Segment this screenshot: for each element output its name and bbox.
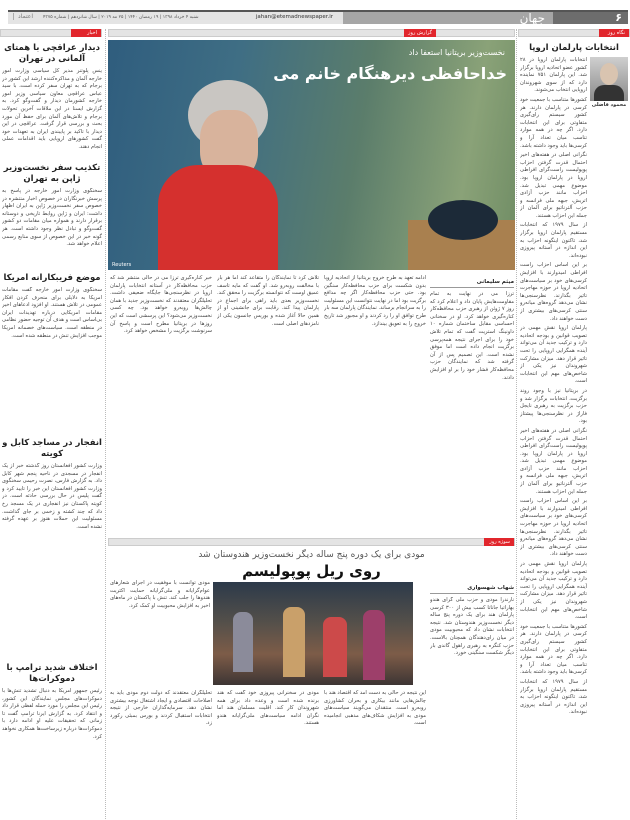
news-body: ینس پلوتنر مدیر کل سیاسی وزارت امور خارجه آلمان و مذاکره‌کننده ارشد این کشور در برجام که به تهران سفر کرده است، با سید عباس عراقچی معاون سیاسی وزیر امور خارجه کشورمان دیدار و گفت‌وگو کرد. به گزارش ایسنا در این ملاقات آخرین تحولات برجام و تلاش‌های آلمان برای حفظ آن مورد بحث و بررسی قرار گرفت. عراقچی در این دیدار با تاکید بر پایبندی ایران به تعهدات خود گفت کشورهای اروپایی باید اقدامات عملی انجام دهند.: [2, 68, 102, 150]
author-name: محمود فاضلی: [591, 102, 627, 108]
author-column: [430, 273, 514, 528]
newspaper-logo: اعتماد: [13, 13, 33, 20]
news-title[interactable]: اختلاف شدید ترامپ با دموکرات‌ها: [6, 663, 98, 684]
article-column: خبر کناره‌گیری ترزا می در حالی منتشر شد که حزب محافظه‌کار در آستانه انتخابات پارلمان اروپا در نظرسنجی‌ها جایگاه ضعیفی داشت. تحلیلگران معتقدند که نخست‌وزیر جدید با همان چالش‌ها روبه‌رو خواهد بود. چه کسی نخست‌وزیر می‌شود؟ این پرسشی است که این روزها در بریتانیا مطرح است و پاسخ آن سرنوشت برگزیت را مشخص خواهد کرد.: [110, 275, 212, 335]
paragraph: کشورها متناسب با جمعیت خود کرسی در پارلمان دارند. هر کشور سیستم رای‌گیری متفاوتی برای این انتخابات دارد. اگر چه در همه موارد تناسب میان تعداد آرا و کرسی‌ها باید وجود داشته باشد.: [520, 96, 587, 149]
author-name: میثم سلیمانی: [430, 279, 514, 288]
paragraph: کشورها متناسب با جمعیت خود کرسی در پارلمان دارند. هر کشور سیستم رای‌گیری متفاوتی برای این انتخابات دارد. اگر چه در همه موارد تناسب میان تعداد آرا و کرسی‌ها باید وجود داشته باشد.: [520, 623, 587, 676]
right-column-article: [520, 40, 628, 818]
photo-emblem: [428, 200, 498, 240]
article-column: ادامه تعهد به طرح خروج بریتانیا از اتحادیه اروپا بدون شکست برای حزب محافظه‌کار سنگین بود. حتی حزب محافظه‌کار اگر چه مدافع برگزیت بود اما در نهایت نتوانست این مسئولیت را به سرانجام برساند. نمایندگان پارلمان سه بار طرح توافق او را رد کردند و او مجبور شد تاریخ خروج را به تعویق بیندازد.: [324, 275, 426, 327]
section-label: سوژه روز: [484, 538, 514, 546]
article-column: تلاش کرد تا نمایندگان را متقاعد کند اما هر بار با مخالفت روبه‌رو شد. او گفت که مایه تاسف عمیق اوست که نتوانسته برگزیت را محقق کند. نخست‌وزیر بعدی باید راهی برای اجماع در پارلمان پیدا کند. رقابت برای جانشینی او از همین حالا آغاز شده و بوریس جانسون یکی از نامزدهای اصلی است.: [217, 275, 319, 327]
article-headline: روی ریل پوپولیسم: [242, 562, 381, 580]
label-bar-right: [518, 29, 630, 37]
news-body: رئیس جمهور امریکا به دنبال تشدید تنش‌ها با دموکرات‌های مجلس نمایندگان این کشور، رئیس این مجلس را مورد حمله لفظی قرار داد و انتقاد کرد. به گزارش ایرنا ترامپ گفت تا زمانی که تحقیقات علیه او ادامه دارد با دموکرات‌ها درباره زیرساخت‌ها همکاری نخواهد کرد.: [2, 688, 102, 740]
photo-figure-dress: [158, 165, 278, 270]
paragraph: در بریتانیا نیز با وجود روند برگزیت، انتخابات برگزار شد و حزب برگزیت به رهبری نایجل فاراژ در نظرسنجی‌ها پیشتاز بود.: [520, 387, 587, 425]
paragraph: نگرانی اصلی در هفته‌های اخیر احتمال قدرت گرفتن احزاب پوپولیست راست‌گرای افراطی اروپا در پارلمان اروپا بود. موضوع مهمی تبدیل شد. احزاب مانند حزب آزادی اتریش، جبهه ملی فرانسه و حزب آلترناتیو برای آلمان از جمله این احزاب هستند.: [520, 427, 587, 495]
news-item: [2, 660, 102, 810]
section-label: گزارش روز: [404, 29, 436, 37]
modi-rally-photo: [213, 582, 413, 685]
news-item: [2, 40, 102, 160]
news-body: سخنگوی وزارت امور خارجه در پاسخ به پرسش خبرنگاران در خصوص اخبار منتشره در خصوص سفر نخست‌وزیر ژاپن به ایران اظهار داشت: ایران و ژاپن روابط تاریخی و دوستانه برقرار دارند و همواره میان مقامات دو کشور گفت‌وگو و تبادل نظر وجود داشته است. هر گونه خبر در این خصوص از سوی منابع رسمی اعلام خواهد شد.: [2, 188, 102, 248]
article-column: تحلیلگران معتقدند که دولت دوم مودی باید به اصلاحات اقتصادی و ایجاد اشتغال توجه بیشتری نشان دهد. سرمایه‌گذاران خارجی از نتیجه انتخابات استقبال کردند و بورس بمبئی رکورد زد.: [110, 690, 212, 727]
news-title[interactable]: انفجار در مساجد کابل و کویته: [2, 438, 102, 459]
section-label: اخبار: [71, 29, 101, 37]
paragraph: از سال ۱۹۷۹ که انتخابات مستقیم پارلمان اروپا برگزار شد، تاکنون اینگونه احزاب به این اندازه در آستانه پیروزی نبوده‌اند.: [520, 222, 587, 259]
date-line: شنبه ۴ خرداد ۱۳۹۸ | ۱۹ رمضان ۱۴۴۰ | ۲۵ مه ۲۰۱۹ | سال شانزدهم | شماره ۴۳۷۵: [43, 15, 199, 20]
article-title: انتخابات پارلمان اروپا: [529, 43, 619, 53]
label-bar-left: [0, 29, 102, 37]
news-title[interactable]: موضع فریبکارانه امریکا: [3, 273, 101, 283]
article-column: مودی توانست با موفقیت در اجرای شعارهای عوام‌گرایانه و ملی‌گرایانه حمایت اکثریت هندوها را جلب کند. تنش با پاکستان در ماه‌های اخیر به افزایش محبوبیت او کمک کرد.: [110, 580, 210, 609]
page-number: ۶: [553, 12, 628, 24]
paragraph: از سال ۱۹۷۹ که انتخابات مستقیم پارلمان اروپا برگزار شد، تاکنون اینگونه احزاب به این اندازه در آستانه پیروزی نبوده‌اند.: [520, 678, 587, 716]
paragraph: پارلمان اروپا نقش مهمی در تصویب قوانین و بودجه اتحادیه دارد و ترکیب جدید آن می‌تواند آینده همگرایی اروپایی را تحت تاثیر قرار دهد. میزان مشارکت شهروندان نیز یکی از شاخص‌های مهم این انتخابات است.: [520, 325, 587, 385]
paragraph: نگرانی اصلی در هفته‌های اخیر احتمال قدرت گرفتن احزاب پوپولیست راست‌گرای افراطی اروپا در پارلمان اروپا بود. موضوع مهمی تبدیل شد. احزاب مانند حزب آزادی اتریش، جبهه ملی فرانسه و حزب آلترناتیو برای آلمان از جمله این احزاب هستند.: [520, 152, 587, 219]
photo-credit: Reuters: [112, 262, 132, 268]
paragraph: بر این اساس احزاب راست افراطی امیدوارند با افزایش کرسی‌های خود بر سیاست‌های اتحادیه اروپا در حوزه مهاجرت تاثیر بگذارند. نظرسنجی‌ها نشان می‌دهد گروه‌های میانه‌رو سنتی کرسی‌های بیشتری از دست خواهند داد.: [520, 498, 587, 558]
article-headline: خداحافظی دیرهنگام خانم می: [273, 64, 507, 83]
theresa-may-photo: [108, 40, 515, 270]
section-label: نگاه روز: [599, 29, 629, 37]
paragraph: بر این اساس احزاب راست افراطی امیدوارند با افزایش کرسی‌های خود بر سیاست‌های اتحادیه اروپا در حوزه مهاجرت تاثیر بگذارند. نظرسنجی‌ها نشان می‌دهد گروه‌های میانه‌رو سنتی کرسی‌های بیشتری از دست خواهند داد.: [520, 262, 587, 322]
article-column: این نتیجه در حالی به دست آمد که اقتصاد هند با چالش‌هایی مانند بیکاری و بحران کشاورزی روبه‌رو است. منتقدان می‌گویند سیاست‌های مودی به افزایش شکاف‌های مذهبی انجامیده است.: [324, 690, 426, 727]
divider: [105, 29, 106, 819]
news-item: [2, 160, 102, 270]
news-item: [2, 270, 102, 435]
news-title[interactable]: تکذیب سفر نخست‌وزیر ژاپن به تهران: [3, 163, 101, 184]
news-column: [2, 40, 102, 818]
label-bar-middle: [108, 29, 515, 37]
paragraph: پارلمان اروپا نقش مهمی در تصویب قوانین و بودجه اتحادیه دارد و ترکیب جدید آن می‌تواند آینده همگرایی اروپایی را تحت تاثیر قرار دهد. میزان مشارکت شهروندان نیز یکی از شاخص‌های مهم این انتخابات است.: [520, 561, 587, 621]
author-name: شهاب شهسواری: [430, 585, 514, 594]
news-item: [2, 435, 102, 660]
article-body: [520, 57, 587, 797]
article-column: مودی در سخنرانی پیروزی خود گفت که هند برنده شده است و وعده داد برای همه شهروندان کار کند. اقلیت مسلمان هند اما نگران ادامه سیاست‌های ملی‌گرایانه هندو هستند.: [217, 690, 319, 727]
author-column: [430, 585, 514, 817]
section-email[interactable]: jahan@etemadnewspaper.ir: [255, 14, 333, 20]
news-body: سخنگوی وزارت امور خارجه گفت مقامات امریکا به دلایلی برای منحرف کردن افکار عمومی در تلاش هستند. او افزود ادعاهای اخیر مقامات امریکایی درباره تهدیدات ایران بی‌اساس است و هدف آن توجیه حضور نظامی در منطقه است. سیاست‌های خصمانه امریکا موجب افزایش تنش در منطقه شده است.: [2, 287, 102, 339]
news-body: وزارت کشور افغانستان روز گذشته خبر از یک انفجار در مسجدی در ناحیه پنجم شهر کابل داد. به گزارش فارس، نصرت رحیمی سخنگوی وزارت کشور افغانستان این خبر را تایید کرد و گفت پلیس در حال بررسی حادثه است. در کویته پاکستان نیز انفجاری در یک مسجد رخ داد که چند کشته و زخمی بر جای گذاشت. مسئولیت این حملات هنوز بر عهده گرفته نشده است.: [2, 463, 102, 530]
article-kicker: نخست‌وزیر بریتانیا استعفا داد: [408, 48, 505, 57]
paragraph: انتخابات پارلمان اروپا در ۲۸ کشور عضو اتحادیه اروپا برگزار شد. این پارلمان ۷۵۱ نماینده دارد که از سوی شهروندان اروپایی انتخاب می‌شوند.: [520, 57, 587, 94]
article-column: نارندرا مودی و حزب ملی گرای هندو بهاراتیا جاناتا کسب بیش از ۳۰۰ کرسی پارلمان هند برای یک دوره پنج ساله دیگر نخست‌وزیر هندوستان شد. نتیجه انتخابات نشان داد که محبوبیت مودی در میان رای‌دهندگان همچنان بالاست. حزب کنگره به رهبری راهول گاندی بار دیگر شکست سنگینی خورد.: [430, 597, 514, 657]
author-photo: [590, 57, 628, 101]
section-title: جهان: [343, 12, 553, 24]
article-column: ترزا می در نهایت به تمام مقاومت‌هایش پایان داد و اعلام کرد که روز ۷ ژوئن از رهبری حزب محافظه‌کار کناره‌گیری خواهد کرد. او در سخنانی احساسی مقابل ساختمان شماره ۱۰ داونینگ استریت گفت که تمام تلاش خود را برای اجرای نتیجه همه‌پرسی برگزیت انجام داده است اما موفق نشده است. این تصمیم پس از آن گرفته شد که نمایندگان حزب محافظه‌کار فشار خود را بر او افزایش دادند.: [430, 291, 514, 381]
author-box: [590, 57, 628, 108]
news-title[interactable]: دیدار عراقچی با همتای آلمانی در تهران: [4, 43, 100, 64]
page-header: [8, 10, 628, 24]
article-kicker: مودی برای یک دوره پنج ساله دیگر نخست‌وزیر هندوستان شد: [198, 550, 425, 560]
divider: [516, 29, 517, 819]
label-bar-bottom: [108, 538, 515, 546]
